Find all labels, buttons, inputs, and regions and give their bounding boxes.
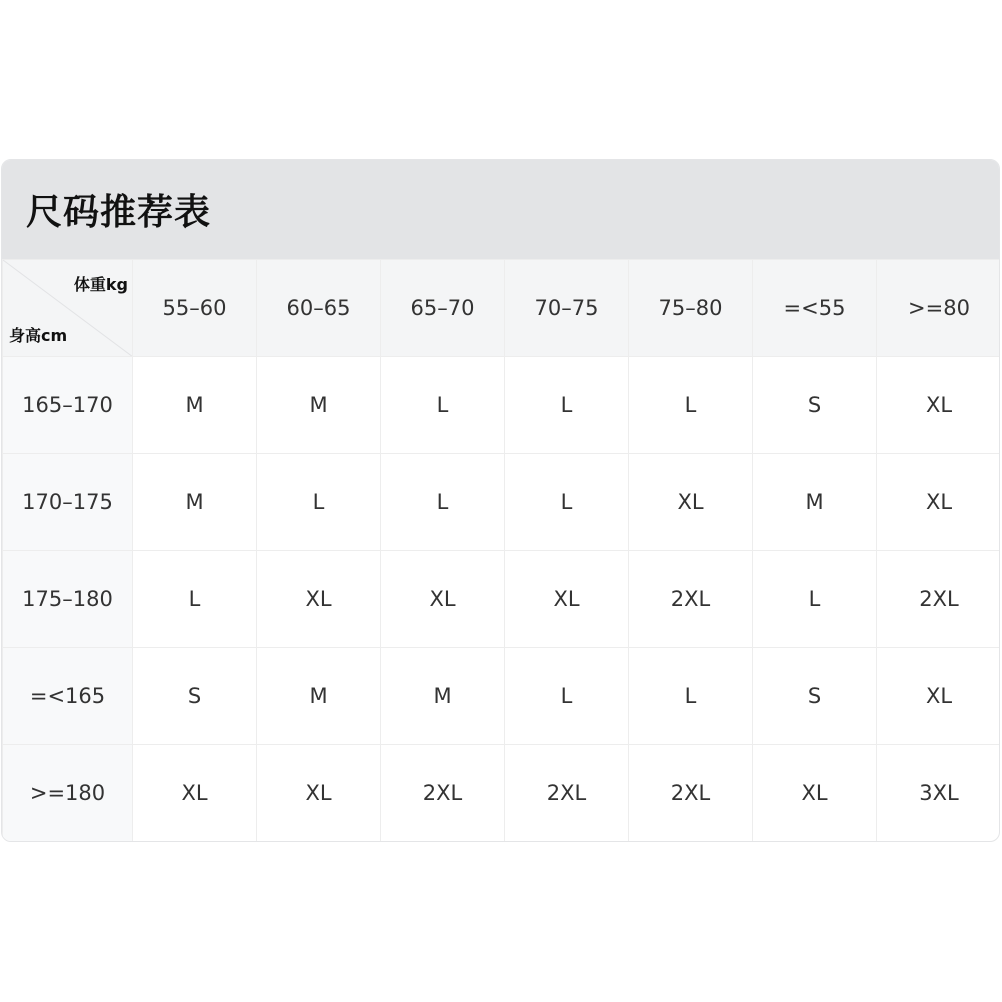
weight-header: 70–75: [505, 260, 629, 357]
size-cell: S: [133, 648, 257, 745]
card-header: [2, 160, 999, 259]
weight-header: =<55: [753, 260, 877, 357]
height-header: =<165: [3, 648, 133, 745]
weight-header: 60–65: [257, 260, 381, 357]
weight-header: 65–70: [381, 260, 505, 357]
size-cell: L: [505, 454, 629, 551]
size-cell: XL: [877, 454, 1001, 551]
size-cell: XL: [257, 745, 381, 842]
height-header: 175–180: [3, 551, 133, 648]
size-cell: L: [505, 648, 629, 745]
size-cell: M: [133, 357, 257, 454]
size-cell: M: [381, 648, 505, 745]
size-cell: 2XL: [381, 745, 505, 842]
height-axis-label: 身高cm: [9, 326, 68, 345]
size-cell: XL: [877, 648, 1001, 745]
size-cell: M: [753, 454, 877, 551]
table-row: [3, 648, 1001, 745]
weight-axis-label: 体重kg: [73, 275, 128, 294]
weight-header: 75–80: [629, 260, 753, 357]
size-cell: L: [381, 454, 505, 551]
size-cell: M: [133, 454, 257, 551]
size-cell: S: [753, 648, 877, 745]
corner-cell: [3, 260, 133, 357]
size-cell: XL: [629, 454, 753, 551]
table-row: [3, 454, 1001, 551]
size-cell: S: [753, 357, 877, 454]
size-cell: XL: [133, 745, 257, 842]
size-cell: 2XL: [629, 745, 753, 842]
size-cell: XL: [877, 357, 1001, 454]
height-header: >=180: [3, 745, 133, 842]
size-cell: XL: [257, 551, 381, 648]
weight-header: >=80: [877, 260, 1001, 357]
height-header: 165–170: [3, 357, 133, 454]
size-cell: L: [505, 357, 629, 454]
weight-header: 55–60: [133, 260, 257, 357]
table-row: [3, 551, 1001, 648]
size-cell: XL: [753, 745, 877, 842]
size-cell: XL: [381, 551, 505, 648]
page-title: 尺码推荐表: [26, 192, 212, 233]
size-cell: L: [257, 454, 381, 551]
size-cell: 2XL: [505, 745, 629, 842]
size-cell: L: [381, 357, 505, 454]
height-header: 170–175: [3, 454, 133, 551]
header-row: [3, 260, 1001, 357]
table-row: [3, 745, 1001, 842]
size-table: [2, 259, 1000, 842]
size-cell: XL: [505, 551, 629, 648]
table-row: [3, 357, 1001, 454]
size-cell: 2XL: [629, 551, 753, 648]
size-cell: L: [629, 648, 753, 745]
size-cell: 2XL: [877, 551, 1001, 648]
size-cell: M: [257, 648, 381, 745]
size-cell: M: [257, 357, 381, 454]
size-chart-card: [1, 159, 1000, 842]
size-cell: L: [753, 551, 877, 648]
size-cell: L: [629, 357, 753, 454]
size-cell: 3XL: [877, 745, 1001, 842]
size-cell: L: [133, 551, 257, 648]
